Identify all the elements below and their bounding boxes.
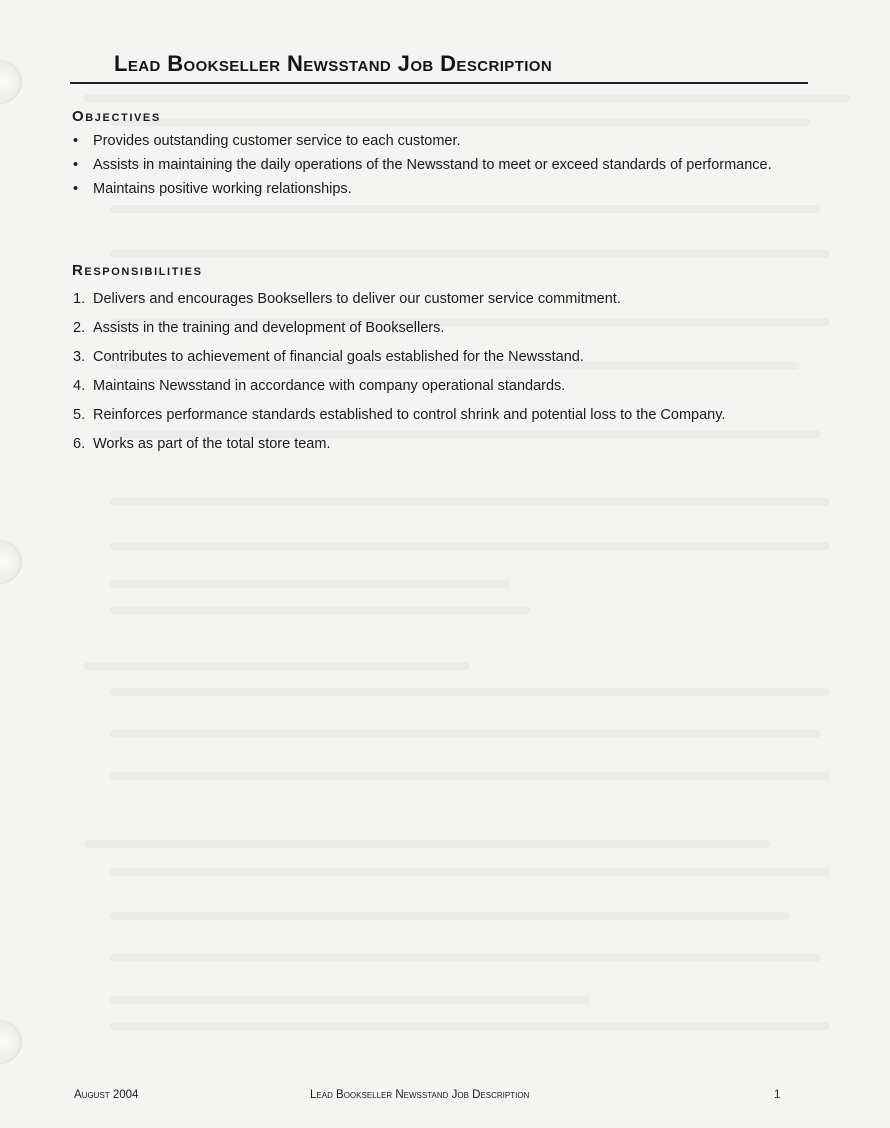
footer-date: August 2004 xyxy=(74,1089,139,1101)
responsibility-text: Assists in the training and development of Booksellers. xyxy=(93,320,445,336)
responsibility-number: 1. xyxy=(73,291,86,307)
objective-item xyxy=(70,155,810,176)
objectives-list xyxy=(70,131,810,203)
objective-text: Provides outstanding customer service to each customer. xyxy=(93,133,461,149)
responsibility-item xyxy=(70,348,810,367)
responsibility-text: Reinforces performance standards established to control shrink and potential loss to the Company. xyxy=(93,407,726,423)
bullet-icon: • xyxy=(73,157,79,173)
title-divider xyxy=(70,82,808,84)
responsibility-number: 2. xyxy=(73,320,86,336)
responsibility-text: Contributes to achievement of financial goals established for the Newsstand. xyxy=(93,349,584,365)
responsibility-number: 6. xyxy=(73,436,86,452)
page-title: Lead Bookseller Newsstand Job Description xyxy=(114,51,553,76)
responsibility-number: 4. xyxy=(73,378,86,394)
objective-item xyxy=(70,179,810,200)
footer-title: Lead Bookseller Newsstand Job Description xyxy=(310,1089,530,1101)
punch-hole-middle xyxy=(0,540,22,584)
bullet-icon: • xyxy=(73,181,79,197)
responsibility-number: 5. xyxy=(73,407,86,423)
responsibility-item xyxy=(70,406,810,425)
responsibility-item xyxy=(70,377,810,396)
responsibility-text: Delivers and encourages Booksellers to deliver our customer service commitment. xyxy=(93,291,621,307)
responsibility-item xyxy=(70,319,810,338)
objective-text: Maintains positive working relationships. xyxy=(93,181,352,197)
bullet-icon: • xyxy=(73,133,79,149)
responsibility-text: Maintains Newsstand in accordance with company operational standards. xyxy=(93,378,566,394)
responsibility-number: 3. xyxy=(73,349,86,365)
objective-item xyxy=(70,131,810,152)
page-number: 1 xyxy=(774,1089,781,1101)
punch-hole-top xyxy=(0,60,22,104)
objectives-heading: Objectives xyxy=(72,108,161,125)
punch-hole-bottom xyxy=(0,1020,22,1064)
responsibilities-heading: Responsibilities xyxy=(72,262,203,279)
responsibility-item xyxy=(70,290,810,309)
responsibilities-list xyxy=(70,290,810,464)
responsibility-text: Works as part of the total store team. xyxy=(93,436,331,452)
responsibility-item xyxy=(70,435,810,454)
objective-text: Assists in maintaining the daily operations of the Newsstand to meet or exceed standards of performance. xyxy=(93,157,772,173)
